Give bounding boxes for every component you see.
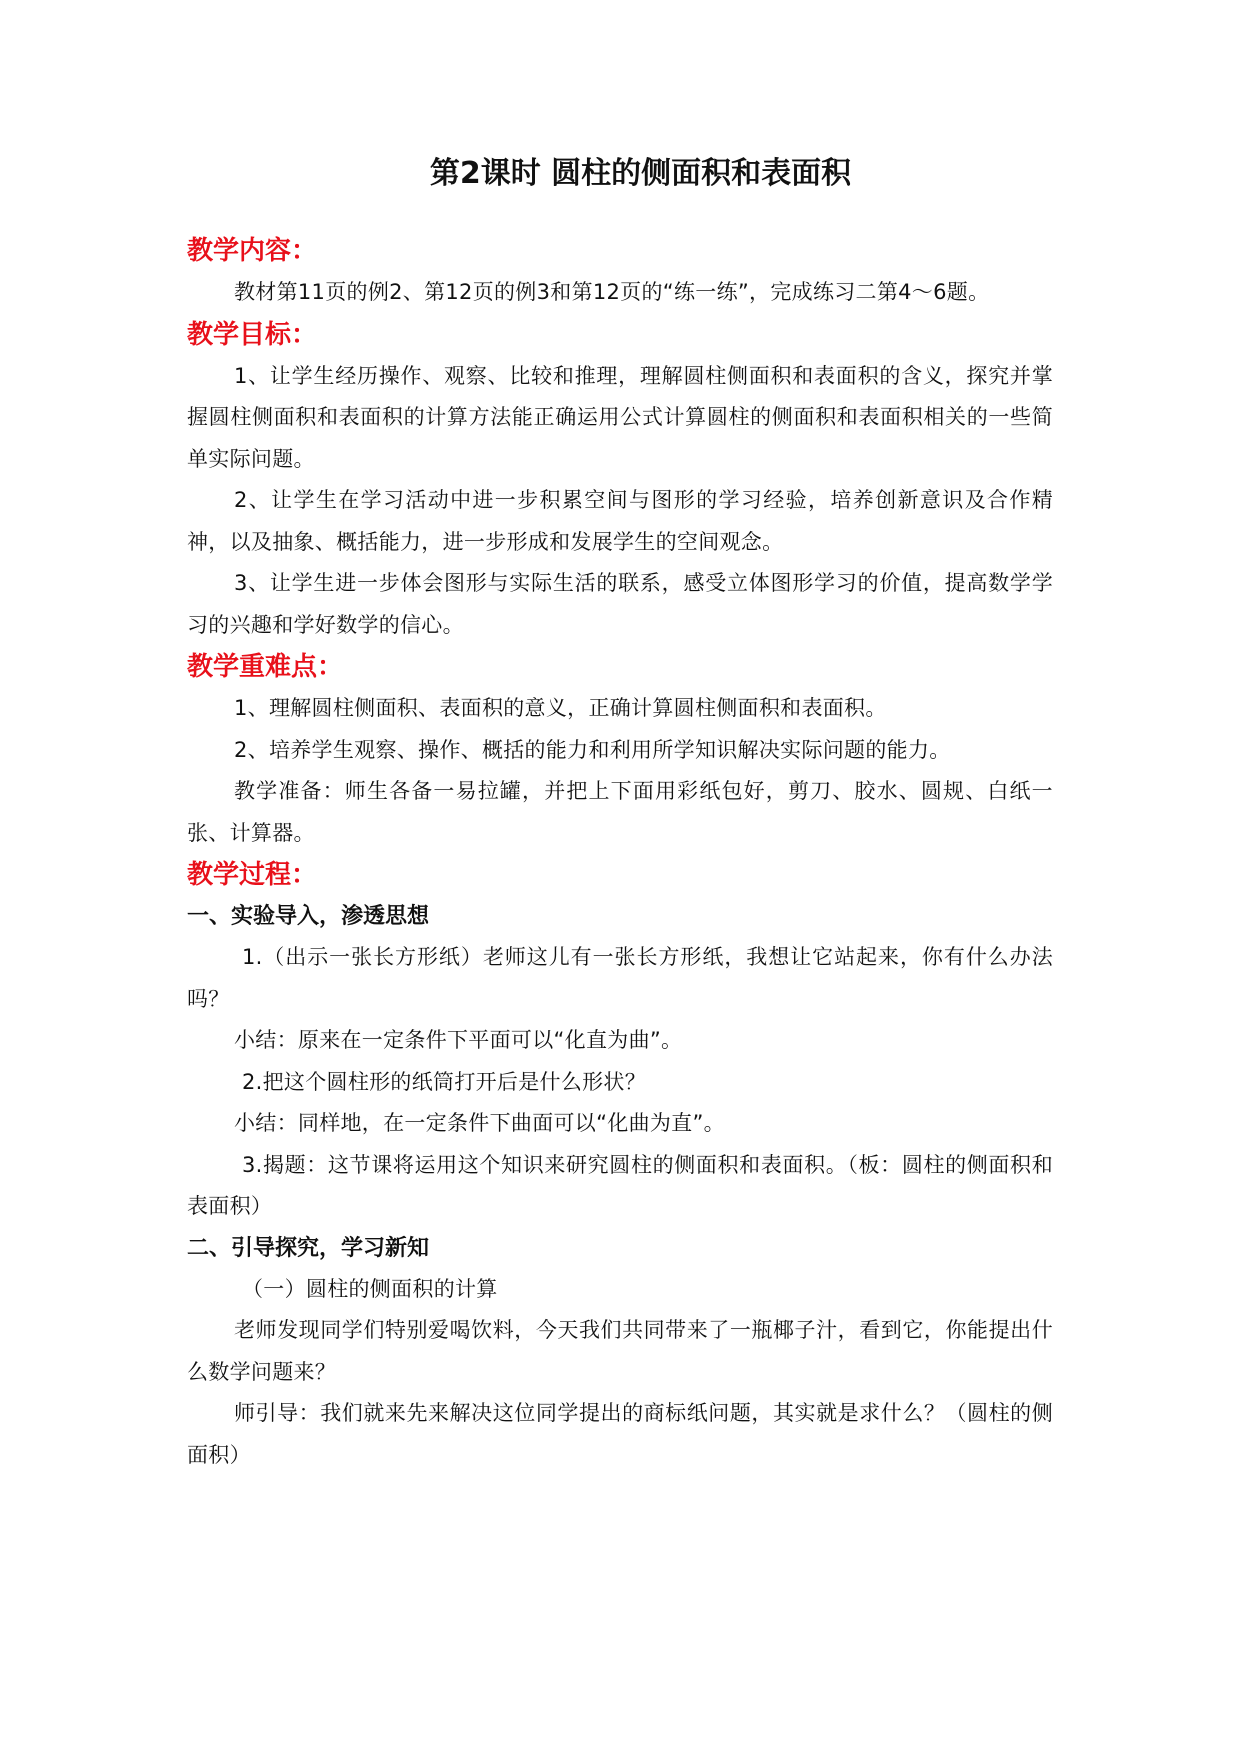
subheading: （一）圆柱的侧面积的计算 [242, 1276, 498, 1301]
document-body [187, 230, 1053, 1476]
paragraph: 2、让学生在学习活动中进一步积累空间与图形的学习经验，培养创新意识及合作精神，以及抽象、概括能力，进一步形成和发展学生的空间观念。 [187, 488, 1053, 554]
heading-teaching-content: 教学内容： [187, 236, 318, 266]
heading-part-two: 二、引导探究，学习新知 [187, 1235, 430, 1261]
page-title: 第2课时 圆柱的侧面积和表面积 [429, 156, 852, 191]
paragraph: 2、培养学生观察、操作、概括的能力和利用所学知识解决实际问题的能力。 [234, 737, 951, 762]
paragraph: 3.揭题：这节课将运用这个知识来研究圆柱的侧面积和表面积。（板：圆柱的侧面积和表面积） [187, 1152, 1053, 1218]
heading-part-one: 一、实验导入，渗透思想 [187, 904, 430, 929]
paragraph: 教材第11页的例2、第12页的例3和第12页的“练一练”，完成练习二第4～6题。 [234, 280, 990, 304]
paragraph: 小结：同样地，在一定条件下曲面可以“化曲为直”。 [234, 1111, 725, 1135]
paragraph: 2.把这个圆柱形的纸筒打开后是什么形状？ [242, 1069, 647, 1094]
paragraph: 师引导：我们就来先来解决这位同学提出的商标纸问题，其实就是求什么？（圆柱的侧面积） [187, 1401, 1053, 1467]
paragraph: 小结：原来在一定条件下平面可以“化直为曲”。 [234, 1028, 683, 1052]
heading-key-points: 教学重难点： [187, 652, 344, 682]
paragraph: 3、让学生进一步体会图形与实际生活的联系，感受立体图形学习的价值，提高数学学习的兴趣和学好数学的信心。 [187, 571, 1053, 637]
paragraph: 老师发现同学们特别爱喝饮料，今天我们共同带来了一瓶椰子汁，看到它，你能提出什么数学问题来？ [187, 1318, 1053, 1384]
heading-teaching-goals: 教学目标： [187, 319, 318, 350]
paragraph: 1.（出示一张长方形纸）老师这儿有一张长方形纸，我想让它站起来，你有什么办法吗？ [187, 945, 1053, 1011]
paragraph: 教学准备：师生各备一易拉罐，并把上下面用彩纸包好，剪刀、胶水、圆规、白纸一张、计算器。 [187, 779, 1053, 845]
paragraph: 1、让学生经历操作、观察、比较和推理，理解圆柱侧面积和表面积的含义，探究并掌握圆柱侧面积和表面积的计算方法能正确运用公式计算圆柱的侧面积和表面积相关的一些简单实际问题。 [187, 363, 1053, 471]
heading-teaching-process: 教学过程： [187, 860, 318, 890]
paragraph: 1、理解圆柱侧面积、表面积的意义，正确计算圆柱侧面积和表面积。 [234, 696, 887, 720]
